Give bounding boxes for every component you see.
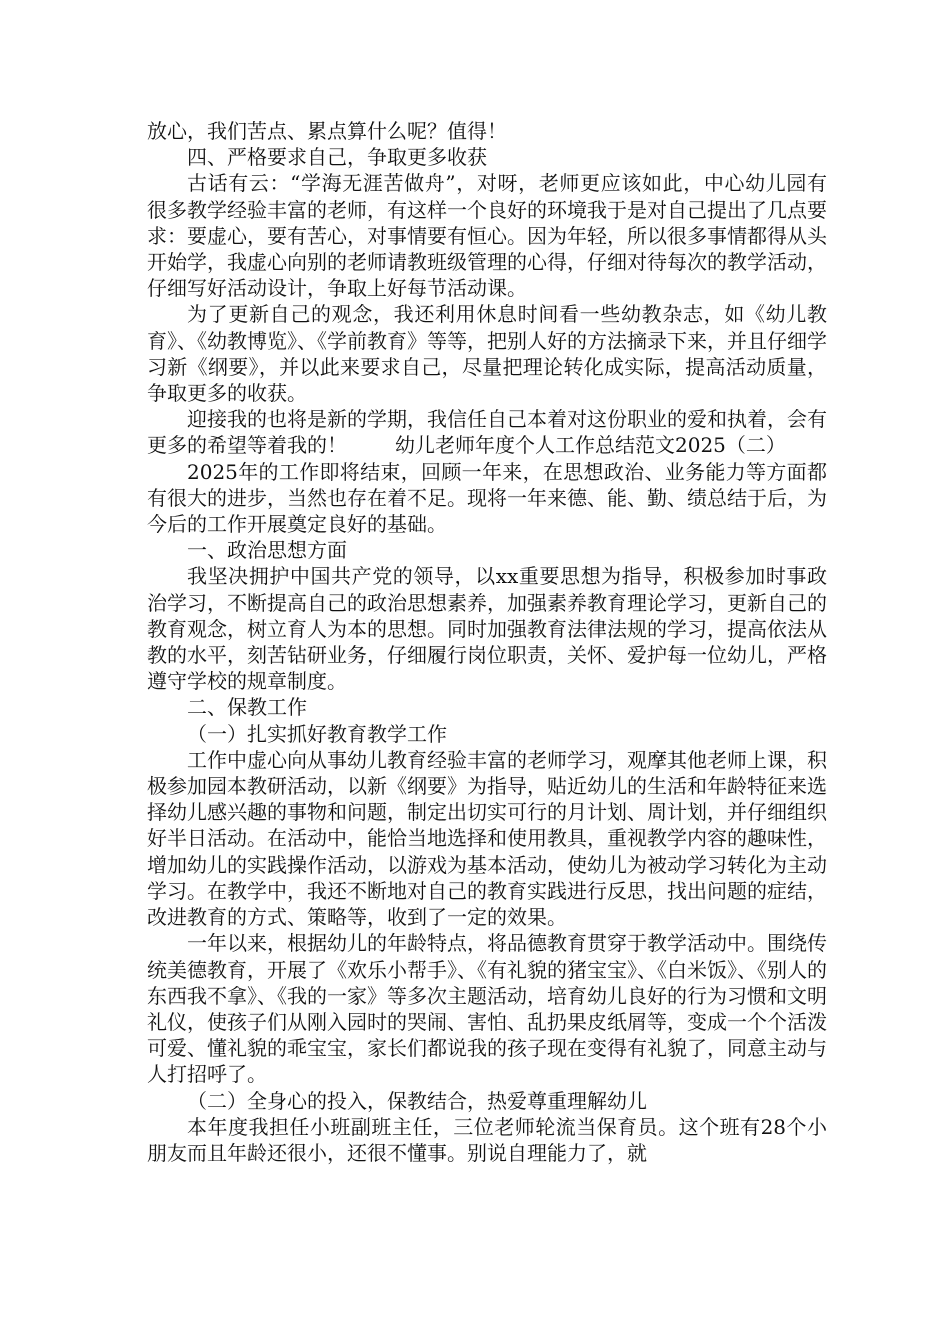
paragraph-5: 2025年的工作即将结束，回顾一年来，在思想政治、业务能力等方面都有很大的进步，当然也存在着不足。现将一年来德、能、勤、绩总结于后，为今后的工作开展奠定良好的基础。 xyxy=(147,459,827,537)
paragraph-2: 古话有云：“学海无涯苦做舟”，对呀，老师更应该如此，中心幼儿园有很多教学经验丰富的老师，有这样一个良好的环境我于是对自己提出了几点要求：要虚心，要有苦心，对事情要有恒心。因为年轻，所以很多事情都得从头开始学，我虚心向别的老师请教班级管理的心得，仔细对待每次的教学活动，仔细写好活动设计，争取上好每节活动课。 xyxy=(147,171,827,301)
section-heading-1: 一、政治思想方面 xyxy=(187,538,347,563)
section-heading-2: 二、保教工作 xyxy=(187,695,307,720)
document-page xyxy=(147,118,827,1166)
paragraph-0: 放心，我们苦点、累点算什么呢？值得！ xyxy=(147,119,507,143)
section-heading-4: 四、严格要求自己，争取更多收获 xyxy=(187,145,487,170)
subsection-heading-2: （二）全身心的投入，保教结合，热爱尊重理解幼儿 xyxy=(187,1088,647,1113)
paragraph-11: 一年以来，根据幼儿的年龄特点，将品德教育贯穿于教学活动中。围绕传统美德教育，开展了《欢乐小帮手》、《有礼貌的猪宝宝》、《白米饭》、《别人的东西我不拿》、《我的一家》等多次主题活动，培育幼儿良好的行为习惯和文明礼仪，使孩子们从刚入园时的哭闹、害怕、乱扔果皮纸屑等，变成一个个活泼可爱、懂礼貌的乖宝宝，家长们都说我的孩子现在变得有礼貌了，同意主动与人打招呼了。 xyxy=(147,931,827,1087)
paragraph-10: 工作中虚心向从事幼儿教育经验丰富的老师学习，观摩其他老师上课，积极参加园本教研活动，以新《纲要》为指导，贴近幼儿的生活和年龄特征来选择幼儿感兴趣的事物和问题，制定出切实可行的月计划、周计划，并仔细组织好半日活动。在活动中，能恰当地选择和使用教具，重视教学内容的趣味性，增加幼儿的实践操作活动，以游戏为基本活动，使幼儿为被动学习转化为主动学习。在教学中，我还不断地对自己的教育实践进行反思，找出问题的症结，改进教育的方式、策略等，收到了一定的效果。 xyxy=(147,747,827,930)
paragraph-4 xyxy=(147,406,827,458)
paragraph-7: 我坚决拥护中国共产党的领导，以xx重要思想为指导，积极参加时事政治学习，不断提高自己的政治思想素养，加强素养教育理论学习，更新自己的教育观念，树立育人为本的思想。同时加强教育法律法规的学习，提高依法从教的水平，刻苦钻研业务，仔细履行岗位职责，关怀、爱护每一位幼儿，严格遵守学校的规章制度。 xyxy=(147,564,827,694)
subsection-heading-1: （一）扎实抓好教育教学工作 xyxy=(187,721,447,746)
paragraph-13: 本年度我担任小班副班主任，三位老师轮流当保育员。这个班有28个小朋友而且年龄还很小，还很不懂事。别说自理能力了，就 xyxy=(147,1114,827,1165)
document-title-part-2: 幼儿老师年度个人工作总结范文2025（二） xyxy=(395,433,786,458)
paragraph-4-body: 迎接我的也将是新的学期，我信任自己本着对这份职业的爱和执着，会有更多的希望等着我的！ xyxy=(147,407,827,458)
paragraph-3: 为了更新自己的观念，我还利用休息时间看一些幼教杂志，如《幼儿教育》、《幼教博览》、《学前教育》等等，把别人好的方法摘录下来，并且仔细学习新《纲要》，并以此来要求自己，尽量把理论转化成实际，提高活动质量，争取更多的收获。 xyxy=(147,302,827,406)
